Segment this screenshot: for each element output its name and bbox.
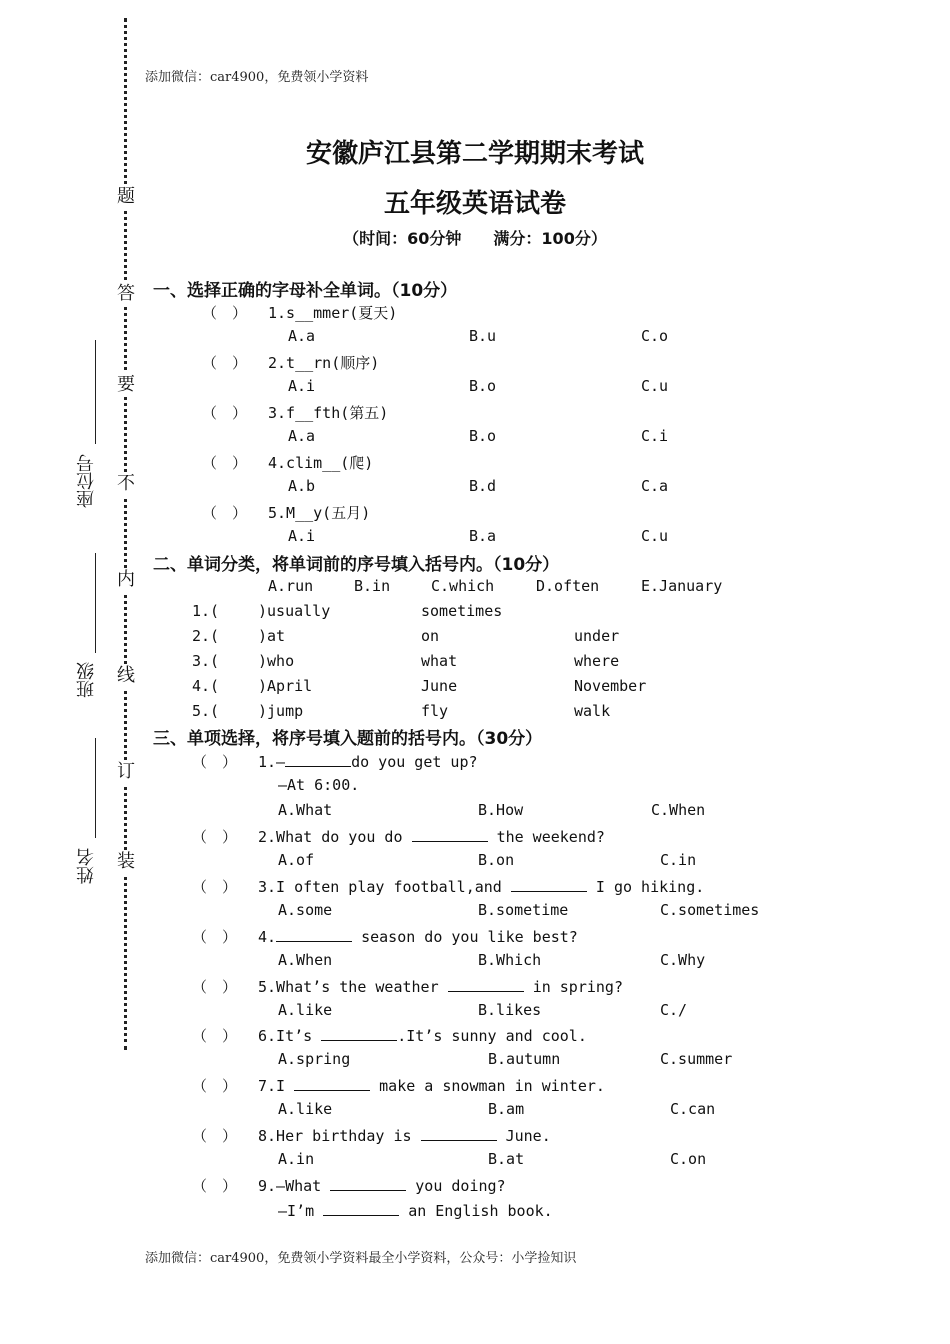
option-a: A.in — [278, 1150, 315, 1168]
header-note: 添加微信：car4900，免费领小学资料 — [145, 70, 369, 85]
option-a: A.of — [278, 851, 315, 869]
section1-heading: 一、选择正确的字母补全单词。（10分） — [153, 281, 458, 301]
answer-blank[interactable] — [276, 926, 352, 942]
option-b: B.u — [469, 327, 497, 345]
answer-paren[interactable]: （ ） — [192, 1127, 238, 1145]
answer-paren[interactable]: 2.( — [192, 627, 220, 645]
option-a: A.What — [278, 801, 333, 819]
question-text: 3.I often play football,and I go hiking. — [258, 878, 705, 896]
answer-paren[interactable]: （ ） — [202, 454, 248, 472]
question-text: 9.—What you doing? — [258, 1177, 506, 1195]
answer-paren[interactable]: 1.( — [192, 602, 220, 620]
option-c: C./ — [660, 1001, 688, 1019]
exam-time-score: （时间：60分钟 满分：100分） — [343, 229, 607, 248]
question-text: 2.t__rn(顺序) — [268, 354, 380, 372]
answer-paren[interactable]: （ ） — [202, 504, 248, 522]
answer-paren[interactable]: （ ） — [192, 1077, 238, 1095]
option-c: C.a — [641, 477, 669, 495]
word: )April — [258, 677, 313, 695]
answer-paren[interactable]: 3.( — [192, 652, 220, 670]
exam-subtitle: 五年级英语试卷 — [383, 189, 566, 219]
answer-paren[interactable]: 4.( — [192, 677, 220, 695]
option-c: C.on — [670, 1150, 707, 1168]
option-b: B.Which — [478, 951, 542, 969]
binding-char: 要 — [114, 373, 138, 397]
answer-paren[interactable]: （ ） — [202, 354, 248, 372]
option-c: C.sometimes — [660, 901, 760, 919]
word: )usually — [258, 602, 331, 620]
binding-char: 订 — [114, 760, 138, 784]
option-a: A.a — [288, 427, 316, 445]
word-option: B.in — [354, 577, 391, 595]
answer-paren[interactable]: （ ） — [192, 928, 238, 946]
option-c: C.in — [660, 851, 697, 869]
section2-heading: 二、单词分类，将单词前的序号填入括号内。（10分） — [153, 555, 560, 575]
binding-char: 线 — [114, 664, 138, 688]
answer-paren[interactable]: （ ） — [192, 1027, 238, 1045]
option-a: A.like — [278, 1100, 333, 1118]
question-text: 1.s__mmer(夏天) — [268, 304, 398, 322]
question-text: 1.— do you get up? — [258, 753, 478, 771]
answer-blank[interactable] — [421, 1125, 497, 1141]
option-b: B.autumn — [488, 1050, 561, 1068]
seat-number-label: 座位号 — [76, 454, 97, 508]
binding-dotted-line — [124, 18, 127, 1050]
footer-note: 添加微信：car4900，免费领小学资料最全小学资料，公众号：小学捡知识 — [145, 1251, 577, 1266]
answer-paren[interactable]: （ ） — [192, 753, 238, 771]
binding-char: 装 — [114, 850, 138, 874]
question-text: —I’m an English book. — [278, 1202, 553, 1220]
question-text: 4. season do you like best? — [258, 928, 578, 946]
name-field[interactable] — [95, 738, 96, 838]
word-option: D.often — [536, 577, 600, 595]
option-b: B.on — [478, 851, 515, 869]
binding-char: 答 — [114, 282, 138, 306]
word: )who — [258, 652, 295, 670]
answer-blank[interactable] — [285, 751, 351, 767]
answer-blank[interactable] — [330, 1175, 406, 1191]
word: walk — [574, 702, 611, 720]
question-text: 8.Her birthday is June. — [258, 1127, 551, 1145]
option-a: A.i — [288, 527, 316, 545]
binding-char: 内 — [114, 568, 138, 592]
option-a: A.like — [278, 1001, 333, 1019]
word: June — [421, 677, 458, 695]
question-text: 2.What do you do the weekend? — [258, 828, 605, 846]
word-option: E.January — [641, 577, 723, 595]
word: fly — [421, 702, 449, 720]
seat-number-field[interactable] — [95, 340, 96, 444]
option-c: C.can — [670, 1100, 716, 1118]
answer-paren[interactable]: （ ） — [192, 1177, 238, 1195]
question-text: 5.M__y(五月) — [268, 504, 371, 522]
question-text: 6.It’s .It’s sunny and cool. — [258, 1027, 587, 1045]
option-c: C.Why — [660, 951, 706, 969]
answer-paren[interactable]: 5.( — [192, 702, 220, 720]
answer-blank[interactable] — [323, 1200, 399, 1216]
section3-heading: 三、单项选择，将序号填入题前的括号内。（30分） — [153, 729, 543, 749]
option-c: C.summer — [660, 1050, 733, 1068]
answer-paren[interactable]: （ ） — [192, 978, 238, 996]
answer-blank[interactable] — [511, 876, 587, 892]
name-label: 姓名 — [76, 848, 97, 884]
question-text: 4.clim__(爬) — [268, 454, 374, 472]
answer-blank[interactable] — [412, 826, 488, 842]
question-text: 7.I make a snowman in winter. — [258, 1077, 605, 1095]
option-b: B.am — [488, 1100, 525, 1118]
option-b: B.at — [488, 1150, 525, 1168]
word: November — [574, 677, 647, 695]
word: what — [421, 652, 458, 670]
question-text: —At 6:00. — [278, 776, 360, 794]
option-a: A.spring — [278, 1050, 351, 1068]
question-text: 5.What’s the weather in spring? — [258, 978, 623, 996]
answer-paren[interactable]: （ ） — [192, 878, 238, 896]
option-b: B.o — [469, 427, 497, 445]
class-label: 班级 — [76, 662, 97, 698]
option-a: A.When — [278, 951, 333, 969]
answer-paren[interactable]: （ ） — [192, 828, 238, 846]
word: sometimes — [421, 602, 503, 620]
word: on — [421, 627, 440, 645]
word: where — [574, 652, 620, 670]
class-field[interactable] — [95, 553, 96, 653]
option-a: A.i — [288, 377, 316, 395]
answer-paren[interactable]: （ ） — [202, 404, 248, 422]
binding-char: 不 — [114, 472, 138, 496]
question-text: 3.f__fth(第五) — [268, 404, 389, 422]
exam-title: 安徽庐江县第二学期期末考试 — [305, 139, 644, 169]
word-option: C.which — [431, 577, 495, 595]
word-option: A.run — [268, 577, 314, 595]
option-c: C.u — [641, 377, 669, 395]
word: under — [574, 627, 620, 645]
answer-paren[interactable]: （ ） — [202, 304, 248, 322]
option-b: B.sometime — [478, 901, 569, 919]
option-b: B.o — [469, 377, 497, 395]
option-b: B.likes — [478, 1001, 542, 1019]
option-c: C.u — [641, 527, 669, 545]
binding-char: 题 — [114, 185, 138, 209]
option-c: C.When — [651, 801, 706, 819]
option-b: B.d — [469, 477, 497, 495]
word: )at — [258, 627, 286, 645]
option-c: C.o — [641, 327, 669, 345]
answer-blank[interactable] — [294, 1075, 370, 1091]
answer-blank[interactable] — [321, 1025, 397, 1041]
option-c: C.i — [641, 427, 669, 445]
option-a: A.a — [288, 327, 316, 345]
option-b: B.How — [478, 801, 524, 819]
option-a: A.some — [278, 901, 333, 919]
answer-blank[interactable] — [448, 976, 524, 992]
option-a: A.b — [288, 477, 316, 495]
word: )jump — [258, 702, 304, 720]
option-b: B.a — [469, 527, 497, 545]
